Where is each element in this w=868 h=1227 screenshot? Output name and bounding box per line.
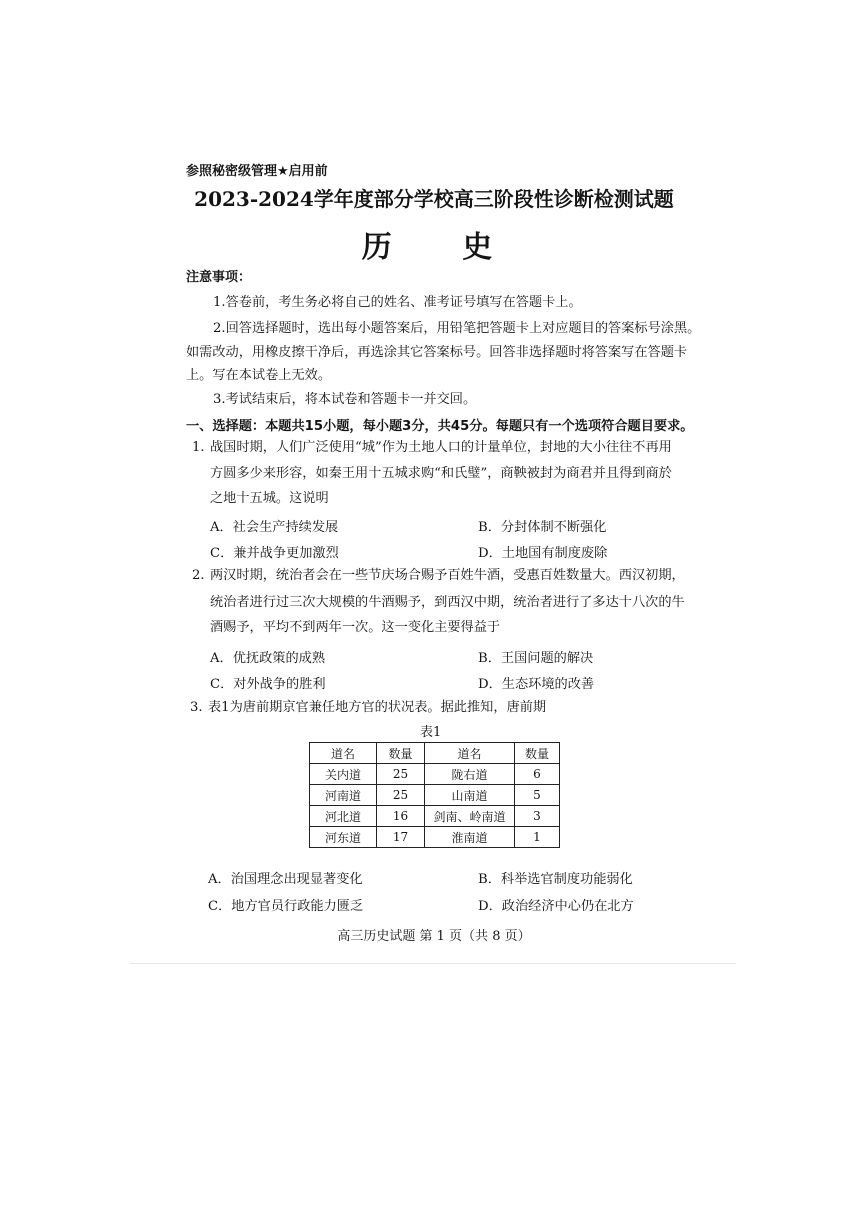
table-cell: 河北道 [310,806,377,827]
question-line: 表1为唐前期京官兼任地方官的状况表。据此推知，唐前期 [208,700,547,715]
secret-label: 参照秘密级管理★启用前 [186,164,328,179]
data-table [309,742,560,848]
table-cell: 3 [515,806,560,827]
table-cell: 剑南、岭南道 [425,806,515,827]
option-d: D．生态环境的改善 [478,677,595,692]
table-row [310,827,560,848]
table-header-cell: 道名 [425,743,515,764]
option-d: D．土地国有制度废除 [478,546,608,561]
table-caption: 表1 [420,725,442,740]
notice-item-2-cont: 如需改动，用橡皮擦干净后，再选涂其它答案标号。回答非选择题时将答案写在答题卡 [186,345,688,360]
table-row [310,785,560,806]
exam-title: 2023-2024学年度部分学校高三阶段性诊断检测试题 [194,187,674,211]
question-line: 之地十五城。这说明 [210,491,329,506]
question-line: 方圆多少来形容，如秦王用十五城求购“和氏璧”，商鞅被封为商君并且得到商於 [210,466,672,481]
table-cell: 河东道 [310,827,377,848]
option-c: C．对外战争的胜利 [210,677,326,692]
question-number: 2. [192,568,205,583]
table-header-cell: 数量 [515,743,560,764]
question-line: 两汉时期，统治者会在一些节庆场合赐予百姓牛酒，受惠百姓数量大。西汉初期， [210,568,685,583]
question-line: 统治者进行过三次大规模的牛酒赐予，到西汉中期，统治者进行了多达十八次的牛 [210,595,685,610]
table-cell: 17 [377,827,425,848]
section-heading: 一、选择题：本题共15小题，每小题3分，共45分。每题只有一个选项符合题目要求。 [186,419,694,434]
notice-item-2: 2.回答选择题时，选出每小题答案后，用铅笔把答题卡上对应题目的答案标号涂黑。 [213,321,701,336]
notice-item-3: 3.考试结束后，将本试卷和答题卡一并交回。 [213,392,477,407]
table-cell: 河南道 [310,785,377,806]
option-c: C．地方官员行政能力匮乏 [208,899,364,914]
option-a: A．治国理念出现显著变化 [208,872,363,887]
option-a: A．社会生产持续发展 [210,520,339,535]
table-cell: 25 [377,764,425,785]
option-b: B．分封体制不断强化 [478,520,607,535]
subject-title: 历 史 [361,230,523,265]
table-row [310,764,560,785]
table-cell: 淮南道 [425,827,515,848]
option-a: A．优抚政策的成熟 [210,651,326,666]
table-header-cell: 道名 [310,743,377,764]
table-cell: 关内道 [310,764,377,785]
page-footer: 高三历史试题 第 1 页（共 8 页） [337,929,531,944]
notice-item-2-cont2: 上。写在本试卷上无效。 [186,368,332,383]
table-header-cell: 数量 [377,743,425,764]
question-number: 3. [190,700,203,715]
table-cell: 陇右道 [425,764,515,785]
option-b: B．科举选官制度功能弱化 [478,872,633,887]
table-cell: 5 [515,785,560,806]
table-cell: 山南道 [425,785,515,806]
table-cell: 25 [377,785,425,806]
table-row [310,806,560,827]
notice-item-1: 1.答卷前，考生务必将自己的姓名、准考证号填写在答题卡上。 [213,295,582,310]
table-cell: 1 [515,827,560,848]
question-line: 酒赐予，平均不到两年一次。这一变化主要得益于 [210,620,501,635]
option-c: C．兼并战争更加激烈 [210,546,339,561]
notice-heading: 注意事项： [186,270,252,285]
table-header-row [310,743,560,764]
table-cell: 6 [515,764,560,785]
table-cell: 16 [377,806,425,827]
question-number: 1. [192,440,205,455]
option-d: D．政治经济中心仍在北方 [478,899,634,914]
page-divider [130,963,736,964]
question-line: 战国时期，人们广泛使用“城”作为土地人口的计量单位，封地的大小往往不再用 [210,440,672,455]
option-b: B．王国问题的解决 [478,651,594,666]
